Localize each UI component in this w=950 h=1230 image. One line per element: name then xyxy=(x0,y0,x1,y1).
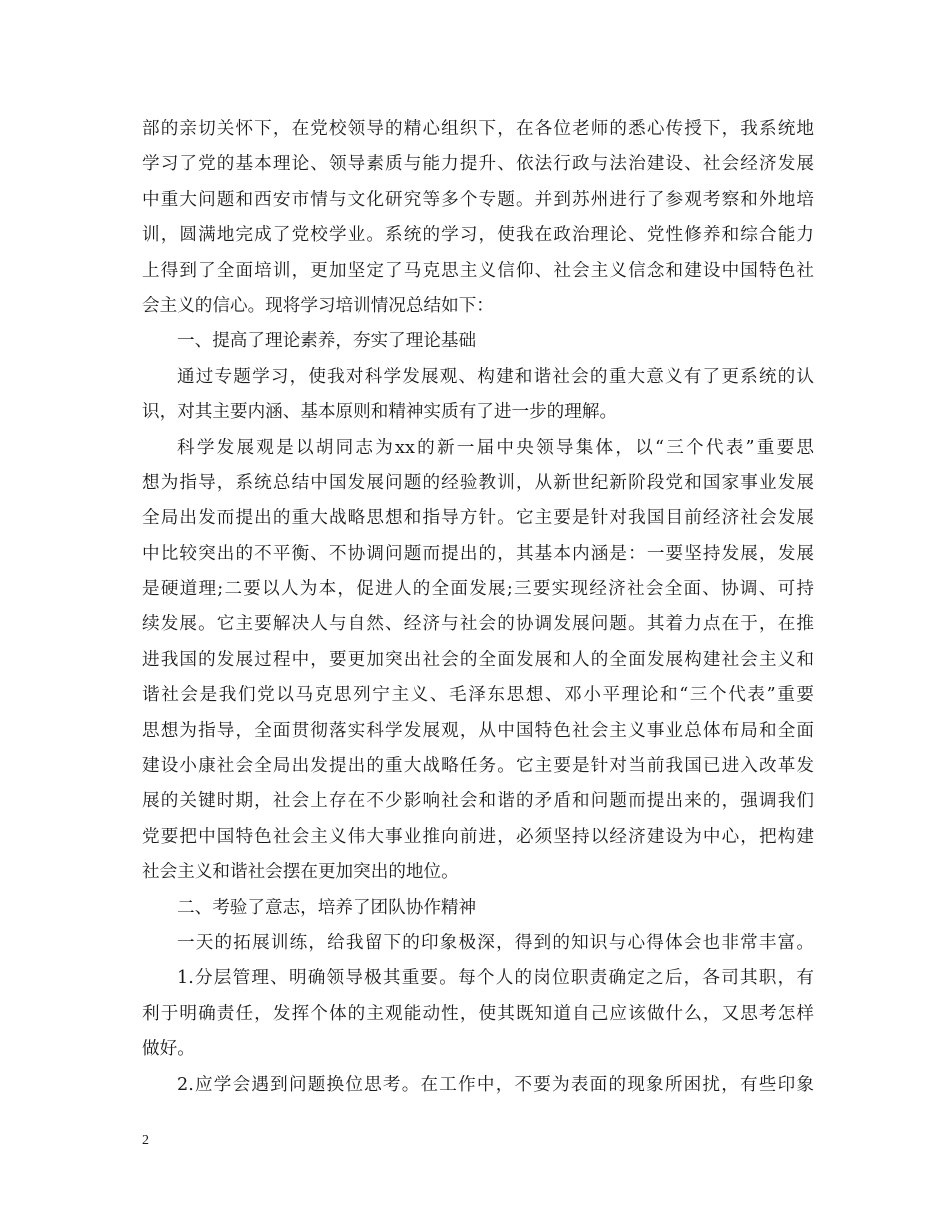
text-line: 谐社会是我们党以马克思列宁主义、毛泽东思想、邓小平理论和“三个代表”重要 xyxy=(142,685,814,706)
text-line: 学习了党的基本理论、领导素质与能力提升、依法行政与法治建设、社会经济发展 xyxy=(142,154,814,175)
text-line: 中重大问题和西安市情与文化研究等多个专题。并到苏州进行了参观考察和外地培 xyxy=(142,189,814,210)
text-line: 会主义的信心。现将学习培训情况总结如下： xyxy=(142,295,494,316)
text-line: 一、提高了理论素养，夯实了理论基础 xyxy=(177,331,477,352)
text-line: 思想为指导，全面贯彻落实科学发展观，从中国特色社会主义事业总体布局和全面 xyxy=(142,720,814,741)
text-line: 1.分层管理、明确领导极其重要。每个人的岗位职责确定之后，各司其职，有 xyxy=(177,968,814,989)
text-line: 科学发展观是以胡同志为xx的新一届中央领导集体，以“三个代表”重要思 xyxy=(177,437,814,458)
body-text xyxy=(142,112,814,1103)
text-line: 通过专题学习，使我对科学发展观、构建和谐社会的重大意义有了更系统的认 xyxy=(177,366,814,387)
text-line: 社会主义和谐社会摆在更加突出的地位。 xyxy=(142,862,459,883)
text-line: 党要把中国特色社会主义伟大事业推向前进，必须坚持以经济建设为中心，把构建 xyxy=(142,826,814,847)
text-line: 利于明确责任，发挥个体的主观能动性，使其既知道自己应该做什么，又思考怎样 xyxy=(142,1003,814,1024)
text-line: 展的关键时期，社会上存在不少影响社会和谐的矛盾和问题而提出来的，强调我们 xyxy=(142,791,814,812)
text-line: 上得到了全面培训，更加坚定了马克思主义信仰、社会主义信念和建设中国特色社 xyxy=(142,260,814,281)
text-line: 做好。 xyxy=(142,1039,195,1060)
text-line: 部的亲切关怀下，在党校领导的精心组织下，在各位老师的悉心传授下，我系统地 xyxy=(142,119,814,139)
text-line: 识，对其主要内涵、基本原则和精神实质有了进一步的理解。 xyxy=(142,402,618,423)
text-line: 2.应学会遇到问题换位思考。在工作中，不要为表面的现象所困扰，有些印象 xyxy=(177,1074,814,1095)
text-line: 二、考验了意志，培养了团队协作精神 xyxy=(177,897,477,918)
text-line: 是硬道理;二要以人为本，促进人的全面发展;三要实现经济社会全面、协调、可持 xyxy=(142,579,814,600)
page-number: 2 xyxy=(142,1133,149,1148)
text-line: 训，圆满地完成了党校学业。系统的学习，使我在政治理论、党性修养和综合能力 xyxy=(142,225,814,246)
text-line: 一天的拓展训练，给我留下的印象极深，得到的知识与心得体会也非常丰富。 xyxy=(177,932,814,953)
text-line: 续发展。它主要解决人与自然、经济与社会的协调发展问题。其着力点在于，在推 xyxy=(142,614,814,635)
text-line: 中比较突出的不平衡、不协调问题而提出的，其基本内涵是：一要坚持发展，发展 xyxy=(142,543,814,564)
text-line: 进我国的发展过程中，要更加突出社会的全面发展和人的全面发展构建社会主义和 xyxy=(142,649,814,670)
text-line: 建设小康社会全局出发提出的重大战略任务。它主要是针对当前我国已进入改革发 xyxy=(142,756,814,777)
text-line: 全局出发而提出的重大战略思想和指导方针。它主要是针对我国目前经济社会发展 xyxy=(142,508,814,529)
text-line: 想为指导，系统总结中国发展问题的经验教训，从新世纪新阶段党和国家事业发展 xyxy=(142,472,814,493)
